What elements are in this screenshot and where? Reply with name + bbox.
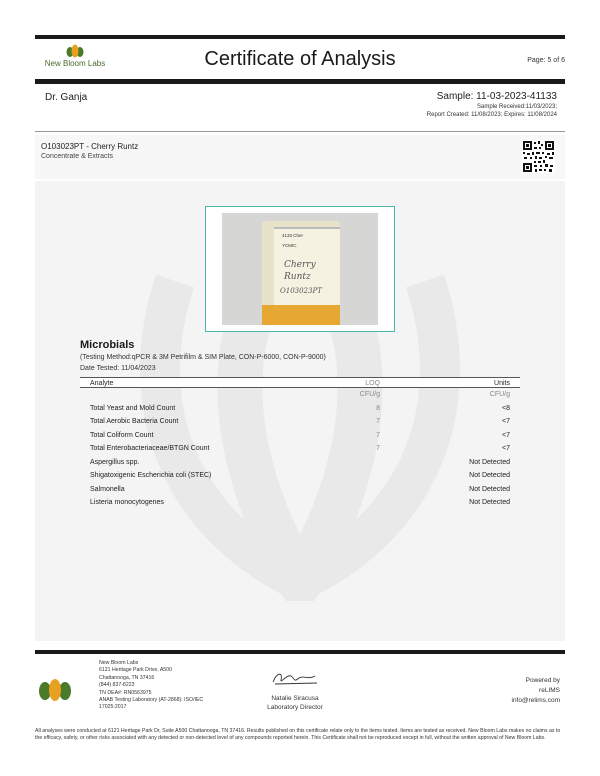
jar-label-line1: 4133 Cher xyxy=(282,233,304,238)
product-section xyxy=(35,135,565,179)
row-result: Not Detected xyxy=(469,472,510,479)
signature-icon xyxy=(265,668,325,688)
results-panel xyxy=(35,181,565,641)
footer-rule xyxy=(35,650,565,654)
sample-jar-image xyxy=(222,213,378,325)
address-line: ANAB Testing Laboratory (AT-2868): ISO/IEC xyxy=(99,697,204,704)
disclaimer: All analyses were conducted at 6121 Heritage Park Dr, Suite A500 Chattanooga, TN 37416. Results published on this certificate relate only to the items tested. Items are tested as received. New Bloom Labs makes no claims as to the efficacy, safety, or other risks associated with any detected or non-detected level of any compounds reported herein. This Certificate shall not be reproduced except in full, without the written approval of New Bloom Labs. xyxy=(35,728,561,742)
signature-block xyxy=(255,668,335,711)
jar-label-line2: YCMIC xyxy=(282,243,297,248)
unit-row xyxy=(80,388,520,402)
powered-label: Powered by xyxy=(525,677,560,684)
signer-name: Natalie Siracusa xyxy=(271,695,319,702)
table-row xyxy=(80,429,520,443)
row-result: <7 xyxy=(502,445,510,452)
table-row xyxy=(80,469,520,483)
testing-method: (Testing Method:qPCR & 3M Petrifilm & SIM Plate, CON-P-6000, CON-P-9000) xyxy=(80,354,326,361)
sample-photo xyxy=(222,213,378,325)
results-table xyxy=(80,377,520,510)
row-analyte: Total Coliform Count xyxy=(90,431,154,439)
product-name: O103023PT - Cherry Runtz xyxy=(41,142,139,151)
date-tested: Date Tested: 11/04/2023 xyxy=(80,365,156,372)
table-row xyxy=(80,496,520,510)
section-title: Microbials xyxy=(80,339,135,351)
page-header xyxy=(35,40,565,80)
header-analyte: Analyte xyxy=(90,380,114,387)
table-row xyxy=(80,483,520,497)
row-loq: 7 xyxy=(376,418,380,425)
address-line: 6121 Heritage Park Drive, A500 xyxy=(99,667,172,674)
unit-loq: CFU/g xyxy=(359,391,380,398)
header-loq: LOQ xyxy=(365,380,380,387)
row-result: <7 xyxy=(502,418,510,425)
leaf-logo-icon xyxy=(38,678,72,702)
unit-units: CFU/g xyxy=(489,391,510,398)
page-number: Page: 5 of 6 xyxy=(527,57,565,64)
row-loq: 7 xyxy=(376,445,380,452)
table-row xyxy=(80,442,520,456)
address-line: (844) 837-8223 xyxy=(99,682,135,689)
client-name: Dr. Ganja xyxy=(45,92,88,103)
row-analyte: Total Yeast and Mold Count xyxy=(90,404,176,412)
jar-hand-line3: O103023PT xyxy=(280,287,322,295)
sample-received: Sample Received:11/03/2023; xyxy=(477,104,557,110)
row-analyte: Total Aerobic Bacteria Count xyxy=(90,418,179,425)
sample-id: Sample: 11-03-2023-41133 xyxy=(436,91,557,102)
sample-info xyxy=(427,91,557,118)
report-dates: Report Created: 11/08/2023; Expires: 11/08/2024 xyxy=(426,112,557,118)
row-result: Not Detected xyxy=(469,485,510,493)
row-result: <8 xyxy=(502,404,510,412)
lab-address xyxy=(99,660,203,712)
signer-role: Laboratory Director xyxy=(267,704,323,711)
row-analyte: Aspergillus spp. xyxy=(90,458,140,466)
table-row xyxy=(80,402,520,416)
page-title: Certificate of Analysis xyxy=(204,48,396,70)
powered-brand: reLIMS xyxy=(539,687,560,694)
powered-by xyxy=(512,676,561,706)
header-rule xyxy=(35,79,565,84)
header-units: Units xyxy=(494,380,510,387)
client-section xyxy=(35,86,565,132)
row-loq: 8 xyxy=(376,404,380,412)
row-result: Not Detected xyxy=(469,458,510,466)
address-line: TN DEA#: RN0563975 xyxy=(99,689,152,696)
brand-name: New Bloom Labs xyxy=(44,59,106,68)
row-result: <7 xyxy=(502,431,510,439)
row-analyte: Shigatoxigenic Escherichia coli (STEC) xyxy=(90,472,212,479)
row-analyte: Listeria monocytogenes xyxy=(90,499,164,506)
row-loq: 7 xyxy=(376,431,380,439)
address-line: 17025:2017 xyxy=(99,704,127,711)
address-line: New Bloom Labs xyxy=(99,660,139,666)
row-result: Not Detected xyxy=(469,499,510,506)
jar-hand-line2: Runtz xyxy=(284,272,311,282)
top-rule xyxy=(35,35,565,39)
table-header xyxy=(80,377,520,388)
row-analyte: Total Enterobacteriaceae/BTGN Count xyxy=(90,445,210,452)
product-category: Concentrate & Extracts xyxy=(41,153,113,160)
table-row xyxy=(80,415,520,429)
address-line: Chattanooga, TN 37416 xyxy=(99,674,155,681)
table-row xyxy=(80,456,520,470)
powered-email[interactable]: info@relims.com xyxy=(511,697,560,704)
sample-photo-frame xyxy=(205,206,395,332)
jar-hand-line1: Cherry xyxy=(284,260,316,270)
row-analyte: Salmonella xyxy=(90,485,125,493)
qr-code-icon[interactable] xyxy=(522,140,555,173)
